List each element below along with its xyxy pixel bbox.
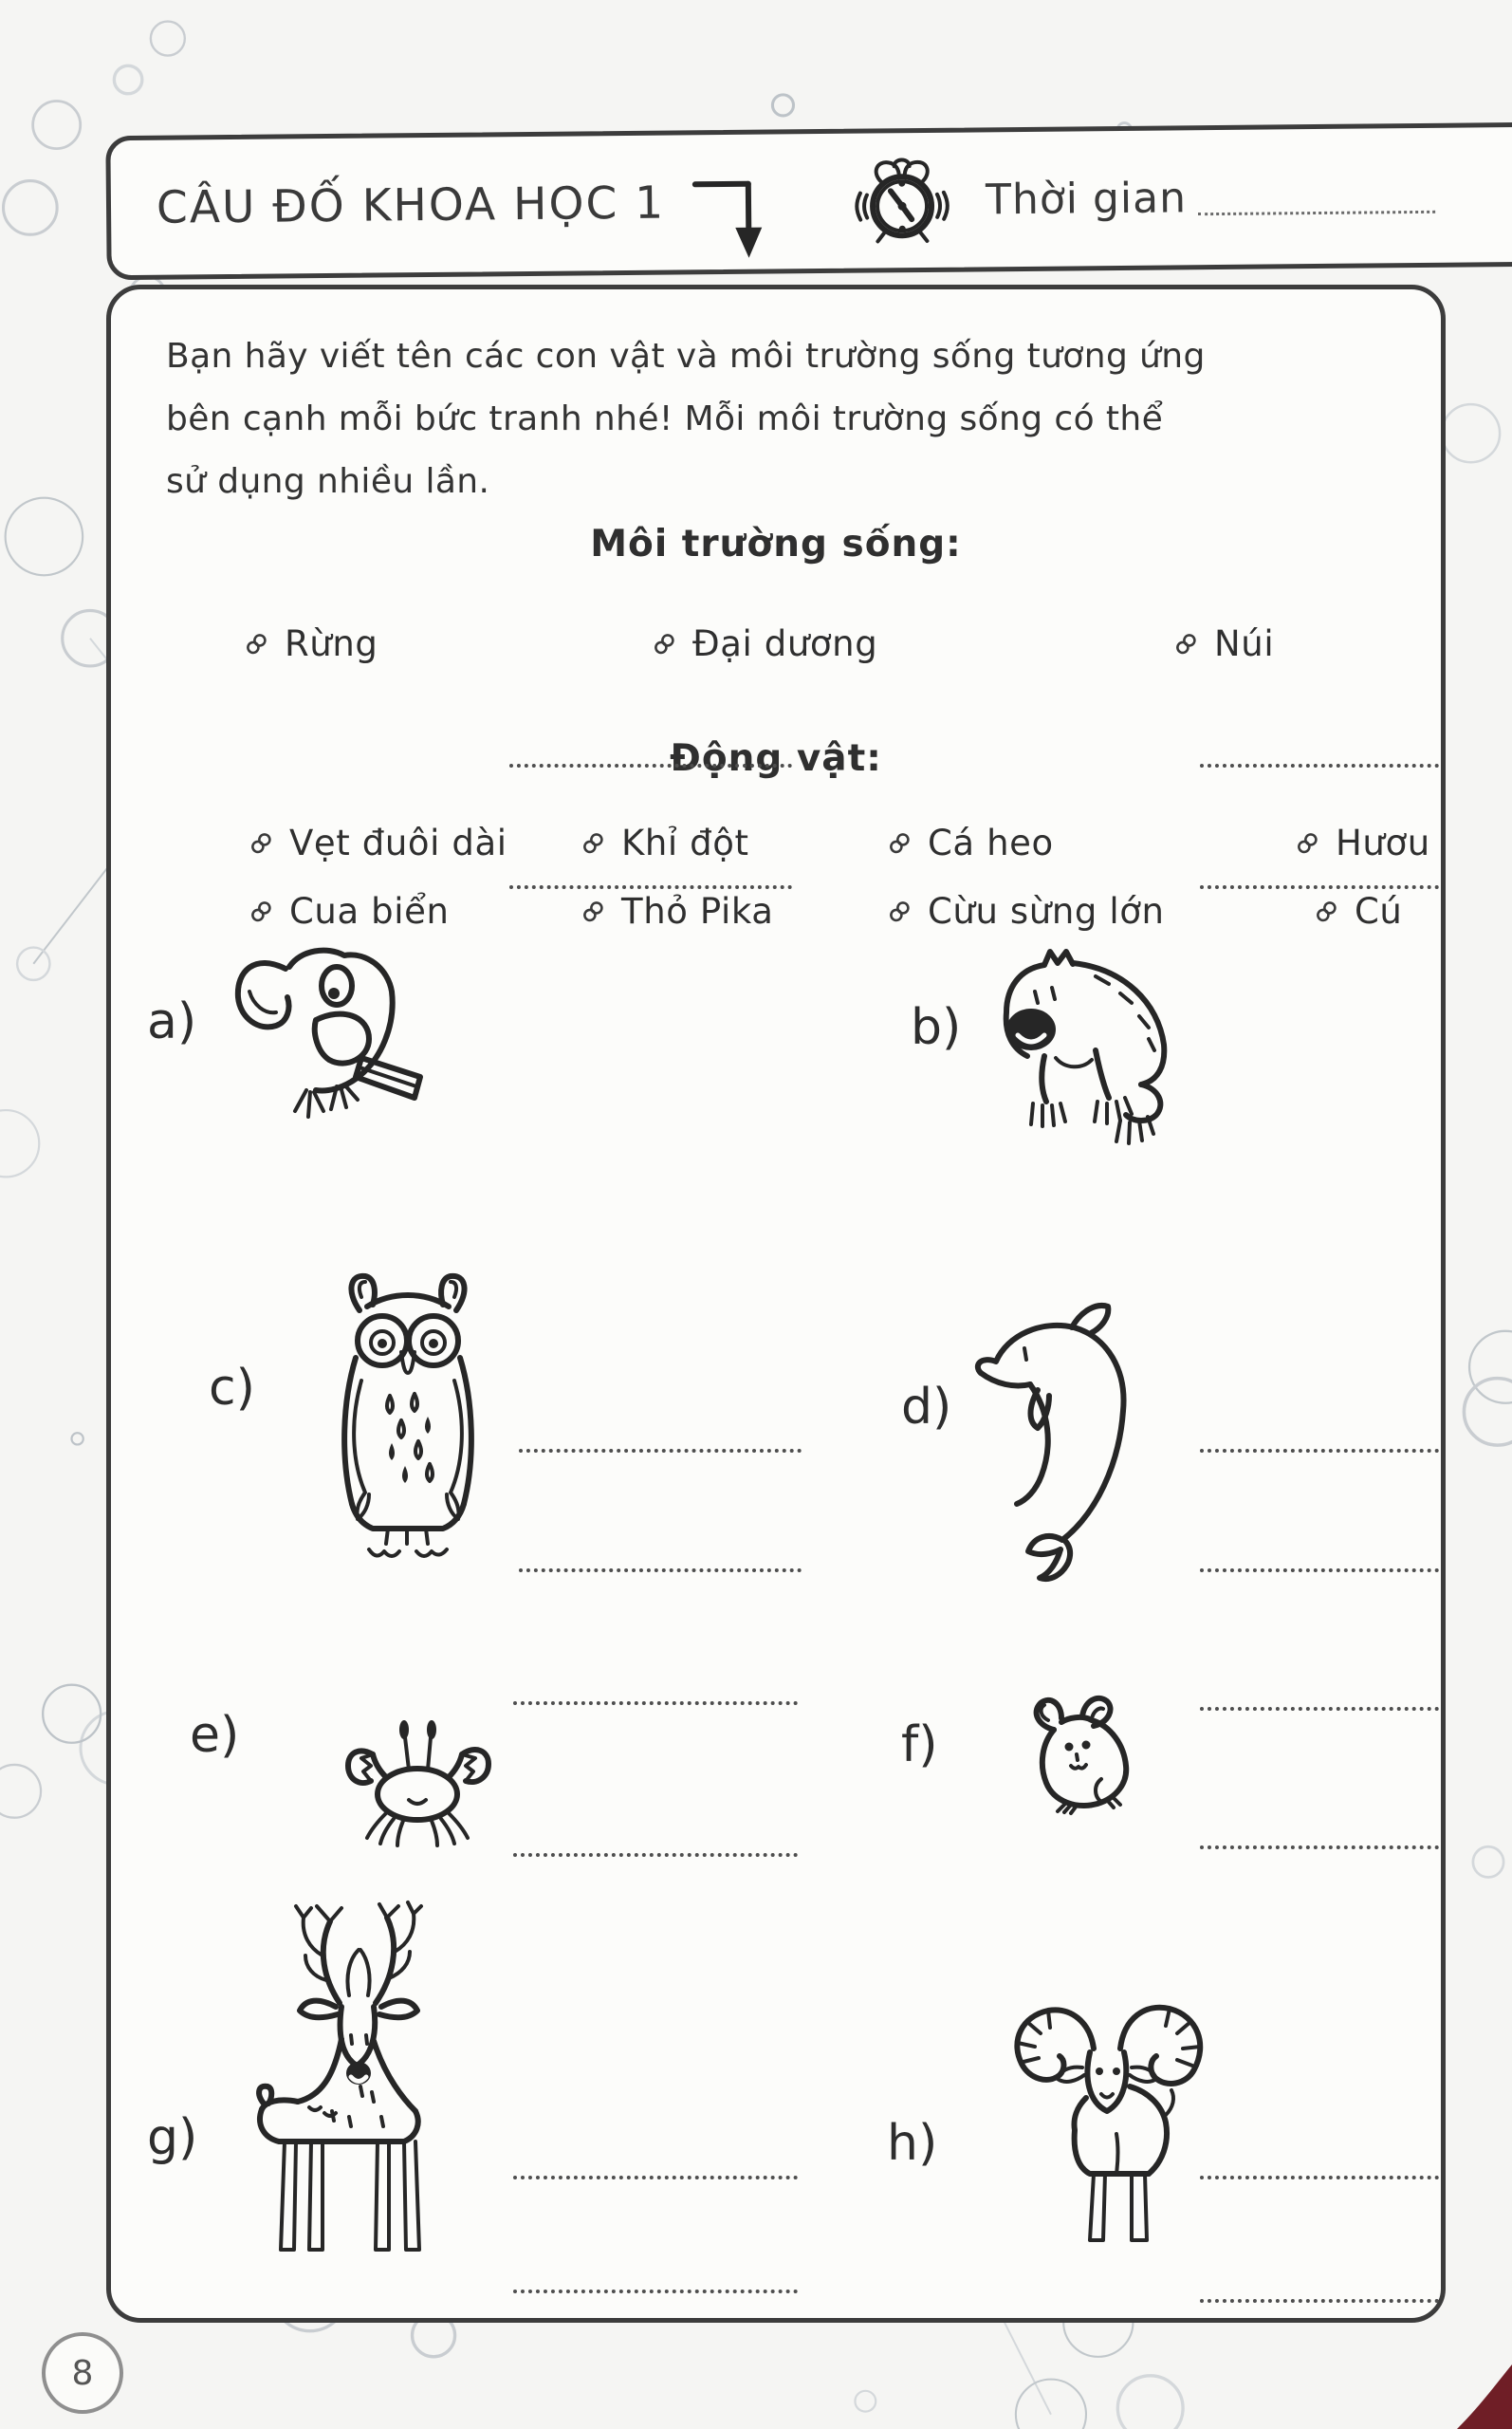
owl-icon bbox=[308, 1259, 507, 1582]
parrot-icon bbox=[194, 936, 479, 1140]
animal-label: Thỏ Pika bbox=[621, 891, 774, 932]
animal-item bbox=[1295, 823, 1430, 863]
answer-line[interactable] bbox=[513, 1853, 798, 1857]
animal-item bbox=[887, 823, 1054, 863]
animal-label: Cú bbox=[1355, 891, 1403, 932]
worksheet-box bbox=[106, 285, 1446, 2323]
alarm-clock-icon bbox=[855, 151, 950, 250]
animal-label: Vẹt đuôi dài bbox=[289, 823, 507, 863]
pika-icon bbox=[1010, 1692, 1152, 1834]
instruction-line: bên cạnh mỗi bức tranh nhé! Mỗi môi trường sống có thể bbox=[166, 399, 1164, 438]
bullet-icon bbox=[887, 900, 913, 923]
instructions bbox=[166, 325, 1206, 513]
gorilla-icon bbox=[953, 944, 1195, 1172]
environment-label: Núi bbox=[1214, 623, 1275, 664]
bullet-icon bbox=[249, 832, 275, 855]
item-letter: f) bbox=[901, 1716, 938, 1773]
bighorn-sheep-icon bbox=[972, 1973, 1247, 2257]
item-letter: d) bbox=[901, 1379, 952, 1436]
animal-label: Cua biển bbox=[289, 891, 450, 932]
bullet-icon bbox=[249, 900, 275, 923]
environment-item bbox=[652, 623, 877, 664]
item-letter: h) bbox=[887, 2115, 938, 2172]
corner-down-arrow-icon bbox=[690, 164, 789, 268]
answer-line[interactable] bbox=[1200, 1707, 1439, 1711]
instruction-line: Bạn hãy viết tên các con vật và môi trường sống tương ứng bbox=[166, 337, 1206, 376]
answer-line[interactable] bbox=[1200, 1845, 1439, 1849]
environment-label: Rừng bbox=[285, 623, 378, 664]
bullet-icon bbox=[652, 633, 678, 656]
title-box bbox=[105, 122, 1512, 281]
answer-line[interactable] bbox=[1200, 2176, 1439, 2179]
answer-line[interactable] bbox=[1200, 1568, 1439, 1572]
answer-line[interactable] bbox=[1200, 2299, 1439, 2303]
page-number: 8 bbox=[42, 2332, 123, 2414]
instruction-line: sử dụng nhiều lần. bbox=[166, 462, 490, 501]
answer-line[interactable] bbox=[513, 1701, 798, 1705]
bullet-icon bbox=[244, 633, 270, 656]
animal-label: Cá heo bbox=[928, 823, 1054, 863]
item-letter: a) bbox=[147, 993, 197, 1050]
answer-line[interactable] bbox=[519, 1449, 802, 1453]
bullet-icon bbox=[887, 832, 913, 855]
answer-line[interactable] bbox=[1200, 764, 1439, 768]
animal-item bbox=[887, 891, 1165, 932]
bullet-icon bbox=[1295, 832, 1321, 855]
environment-item bbox=[1173, 623, 1274, 664]
animal-item bbox=[581, 891, 773, 932]
deer-icon bbox=[218, 1897, 503, 2276]
animal-label: Cừu sừng lớn bbox=[928, 891, 1165, 932]
animal-item bbox=[249, 891, 450, 932]
answer-line[interactable] bbox=[509, 885, 792, 889]
animal-label: Hươu bbox=[1336, 823, 1430, 863]
bullet-icon bbox=[1314, 900, 1340, 923]
environments-heading: Môi trường sống: bbox=[590, 523, 962, 566]
environment-item bbox=[244, 623, 378, 664]
time-label: Thời gian bbox=[985, 173, 1188, 224]
corner-ink-mark bbox=[1457, 2364, 1512, 2429]
item-letter: c) bbox=[209, 1360, 255, 1417]
item-letter: g) bbox=[147, 2109, 198, 2166]
answer-line[interactable] bbox=[509, 764, 792, 768]
item-letter: e) bbox=[190, 1707, 240, 1764]
answer-line[interactable] bbox=[1200, 1449, 1439, 1453]
animals-heading: Động vật: bbox=[670, 737, 882, 780]
time-answer-line[interactable] bbox=[1198, 210, 1435, 214]
environment-label: Đại dương bbox=[692, 623, 878, 664]
item-letter: b) bbox=[911, 999, 962, 1056]
animal-item bbox=[581, 823, 749, 863]
dolphin-icon bbox=[958, 1278, 1167, 1591]
animal-item bbox=[1314, 891, 1403, 932]
crab-icon bbox=[337, 1663, 498, 1853]
answer-line[interactable] bbox=[513, 2176, 798, 2179]
bullet-icon bbox=[581, 900, 607, 923]
answer-line[interactable] bbox=[1200, 885, 1439, 889]
bullet-icon bbox=[1173, 633, 1200, 656]
animal-item bbox=[249, 823, 507, 863]
page-title: CÂU ĐỐ KHOA HỌC 1 bbox=[156, 176, 666, 234]
answer-line[interactable] bbox=[513, 2290, 798, 2293]
answer-line[interactable] bbox=[519, 1568, 802, 1572]
animal-label: Khỉ đột bbox=[621, 823, 749, 863]
bullet-icon bbox=[581, 832, 607, 855]
